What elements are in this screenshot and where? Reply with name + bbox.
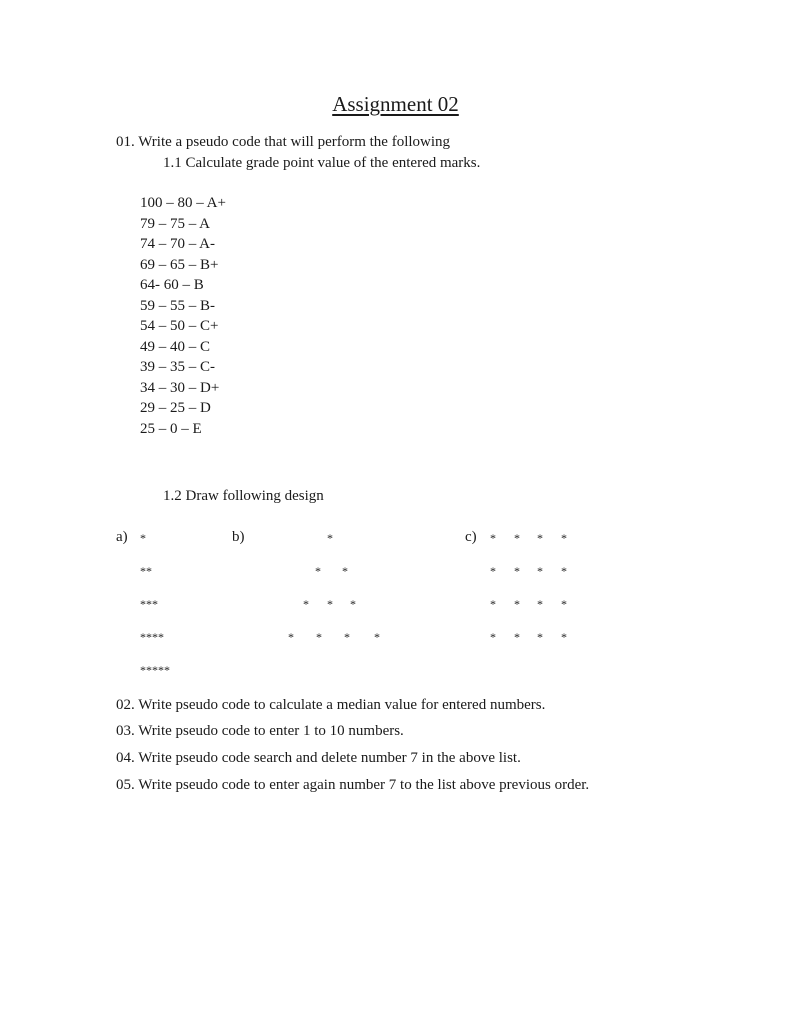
grade-row: 25 – 0 – E: [140, 421, 202, 437]
design-a-row: **: [140, 564, 152, 578]
question-03: 03. Write pseudo code to enter 1 to 10 numbers.: [116, 723, 404, 739]
design-a-row: *: [140, 531, 146, 545]
grade-row: 34 – 30 – D+: [140, 380, 220, 396]
design-c-star: *: [514, 564, 520, 578]
design-b-star: *: [315, 564, 321, 578]
question-01-subpart-1: 1.1 Calculate grade point value of the entered marks.: [163, 155, 481, 171]
design-c-label: c): [465, 529, 477, 545]
design-c-star: *: [490, 531, 496, 545]
page-title: Assignment 02: [332, 92, 459, 116]
design-b-star: *: [288, 630, 294, 644]
question-05: 05. Write pseudo code to enter again number 7 to the list above previous order.: [116, 777, 590, 793]
question-02: 02. Write pseudo code to calculate a median value for entered numbers.: [116, 697, 546, 713]
design-b-star: *: [303, 597, 309, 611]
design-a-row: ***: [140, 597, 158, 611]
design-b-star: *: [327, 597, 333, 611]
design-c-star: *: [514, 597, 520, 611]
design-c-star: *: [490, 597, 496, 611]
grade-row: 74 – 70 – A-: [140, 236, 215, 252]
design-c-star: *: [490, 630, 496, 644]
grade-row: 79 – 75 – A: [140, 216, 211, 232]
design-c-star: *: [514, 531, 520, 545]
question-04: 04. Write pseudo code search and delete number 7 in the above list.: [116, 750, 521, 766]
grade-row: 69 – 65 – B+: [140, 257, 219, 273]
grade-row: 29 – 25 – D: [140, 400, 211, 416]
design-c-star: *: [490, 564, 496, 578]
design-b-star: *: [316, 630, 322, 644]
question-01-subpart-2: 1.2 Draw following design: [163, 488, 324, 504]
design-a-row: *****: [140, 663, 170, 677]
design-c-star: *: [561, 531, 567, 545]
design-b-star: *: [342, 564, 348, 578]
design-c-star: *: [537, 630, 543, 644]
design-c-star: *: [537, 597, 543, 611]
grade-row: 64- 60 – B: [140, 277, 204, 293]
design-b-star: *: [344, 630, 350, 644]
design-c-star: *: [537, 564, 543, 578]
design-c-star: *: [561, 630, 567, 644]
grade-row: 54 – 50 – C+: [140, 318, 219, 334]
grade-row: 100 – 80 – A+: [140, 195, 226, 211]
question-01-heading: 01. Write a pseudo code that will perform the following: [116, 134, 451, 150]
grade-row: 59 – 55 – B-: [140, 298, 215, 314]
design-a-row: ****: [140, 630, 164, 644]
design-b-label: b): [232, 529, 245, 545]
design-a-label: a): [116, 529, 128, 545]
grade-row: 39 – 35 – C-: [140, 359, 215, 375]
design-c-star: *: [537, 531, 543, 545]
design-b-star: *: [350, 597, 356, 611]
grade-row: 49 – 40 – C: [140, 339, 211, 355]
design-b-star: *: [374, 630, 380, 644]
design-c-star: *: [561, 597, 567, 611]
design-c-star: *: [561, 564, 567, 578]
design-c-star: *: [514, 630, 520, 644]
design-b-star: *: [327, 531, 333, 545]
